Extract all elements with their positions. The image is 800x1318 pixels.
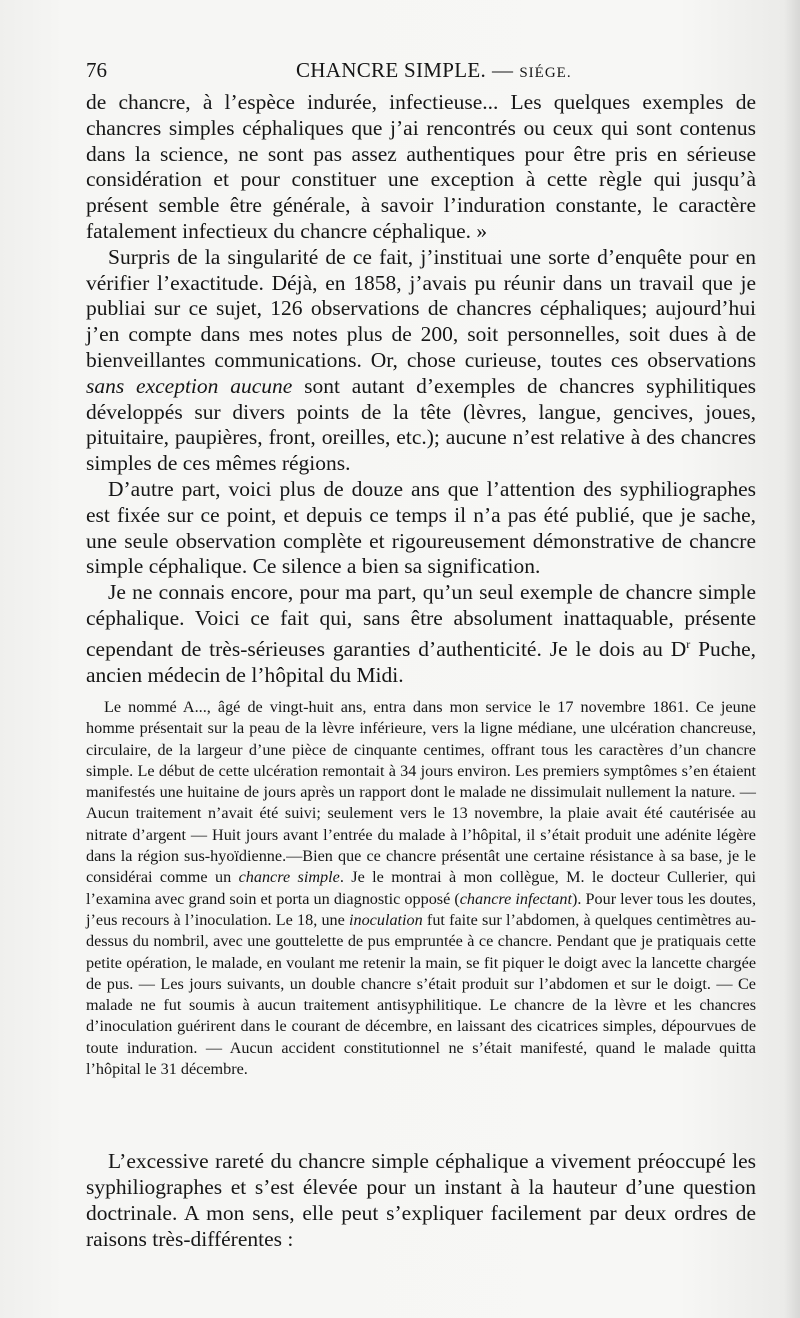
- observation-text-4: fut faite sur l’abdomen, à quelques centimètres au-dessus du nombril, avec une gouttelette de pus empruntée à ce chancre. Pendant que je pratiquais cette petite opération, le malade, en voulant me retenir la main, se fit piquer le doigt avec la lancette chargée de pus. — Les jours suivants, un double chancre s’était produit sur l’abdomen et sur le doigt. — Ce malade ne fut soumis à aucun traitement antisyphilitique. Le chancre de la lèvre et les chancres d’inoculation guérirent dans le courant de décembre, en laissant des cicatrices simples, dépourvues de toute induration. — Aucun accident constitutionnel ne s’était manifesté, quand le malade quitta l’hôpital le 31 décembre.: [86, 910, 756, 1079]
- chapter-title: CHANCRE SIMPLE.: [296, 58, 487, 82]
- paragraph-4-text-after: Puche, ancien médecin de l’hôpital du Midi.: [86, 636, 756, 687]
- paragraph-4-text: Je ne connais encore, pour ma part, qu’un seul exemple de chancre simple céphalique. Voici ce fait qui, sans être absolument inattaquable, présente cependant de très-sérieuses garanties d’authenticité. Je le dois au D: [86, 580, 756, 661]
- paragraph-2-emphasis: sans exception aucune: [86, 373, 293, 398]
- observation-paragraph: [86, 697, 756, 1080]
- paragraph-2-text: Surpris de la singularité de ce fait, j’instituai une sorte d’enquête pour en vérifier l’exactitude. Déjà, en 1858, j’avais pu réunir dans un travail que je publiai sur ce sujet, 126 observations de chancres céphaliques; aujourd’hui j’en compte dans mes notes plus de 200, soit personnelles, soit dues à de bienveillantes communications. Or, chose curieuse, toutes ces observations: [86, 244, 756, 372]
- paragraph-4: [86, 580, 756, 688]
- closing-paragraph: L’excessive rareté du chancre simple céphalique a vivement préoccupé les syphiliographes et s’est élevée pour un instant à la hauteur d’une question doctrinale. A mon sens, elle peut s’expliquer facilement par deux ordres de raisons très-différentes :: [86, 1149, 756, 1251]
- closing-text: [86, 1148, 756, 1252]
- paragraph-3: D’autre part, voici plus de douze ans que l’attention des syphiliographes est fixée sur ce point, et depuis ce temps il n’a pas été publié, que je sache, une seule observation complète et rigoureusement démonstrative de chancre simple céphalique. Ce silence a bien sa signification.: [86, 476, 756, 579]
- page-number: 76: [86, 58, 107, 82]
- observation-emphasis-1: chancre simple: [238, 868, 340, 887]
- title-separator: —: [492, 58, 514, 82]
- running-head: [86, 58, 756, 88]
- paragraph-1: de chancre, à l’espèce indurée, infectieuse... Les quelques exemples de chancres simples céphaliques que j’ai rencontrés ou ceux qui sont contenus dans la science, ne sont pas assez authentiques pour être pris en sérieuse considération et pour constituer une exception à cette règle qui jusqu’à présent semble être générale, à savoir l’induration constante, le caractère fatalement infectieux du chancre céphalique. »: [86, 90, 756, 243]
- observation-text-2: . Je le montrai à mon collègue, M. le docteur Cullerier, qui l’examina avec grand soin et porta un diagnostic opposé (: [86, 868, 756, 908]
- observation-text-1: Le nommé A..., âgé de vingt-huit ans, entra dans mon service le 17 novembre 1861. Ce jeune homme présentait sur la peau de la lèvre inférieure, vers la ligne médiane, une ulcération chancreuse, circulaire, de la largeur d’une pièce de cinquante centimes, offrant tous les caractères d’un chancre simple. Le début de cette ulcération remontait à 34 jours environ. Les premiers symptômes s’en étaient manifestés une huitaine de jours après un rapport dont le malade ne dissimulait nullement la nature. — Aucun traitement n’avait été suivi; seulement vers le 13 novembre, la plaie avait été cautérisée au nitrate d’argent — Huit jours avant l’entrée du malade à l’hôpital, il s’était produit une adénite légère dans la région sus-hyoïdienne.—Bien que ce chancre présentât une certaine résistance à sa base, je le considérai comme un: [86, 698, 756, 887]
- observation-emphasis-2: chancre infectant: [459, 889, 572, 908]
- main-text: [86, 90, 756, 688]
- section-title: SIÉGE.: [519, 65, 572, 81]
- paragraph-2: [86, 245, 756, 477]
- observation-emphasis-3: inoculation: [349, 910, 423, 929]
- observation-text-3: ). Pour lever tous les doutes, j’eus recours à l’inoculation. Le 18, une: [86, 889, 756, 929]
- paragraph-2-text-after: sont autant d’exemples de chancres syphilitiques développés sur divers points de la tête (lèvres, langue, gencives, joues, pituitaire, paupières, front, oreilles, etc.); aucune n’est relative à des chancres simples de ces mêmes régions.: [86, 373, 757, 476]
- clinical-observation: [86, 697, 756, 1080]
- paragraph-4-superscript: r: [686, 636, 691, 651]
- page-edge-shadow: [784, 0, 800, 1318]
- running-title: [296, 58, 572, 83]
